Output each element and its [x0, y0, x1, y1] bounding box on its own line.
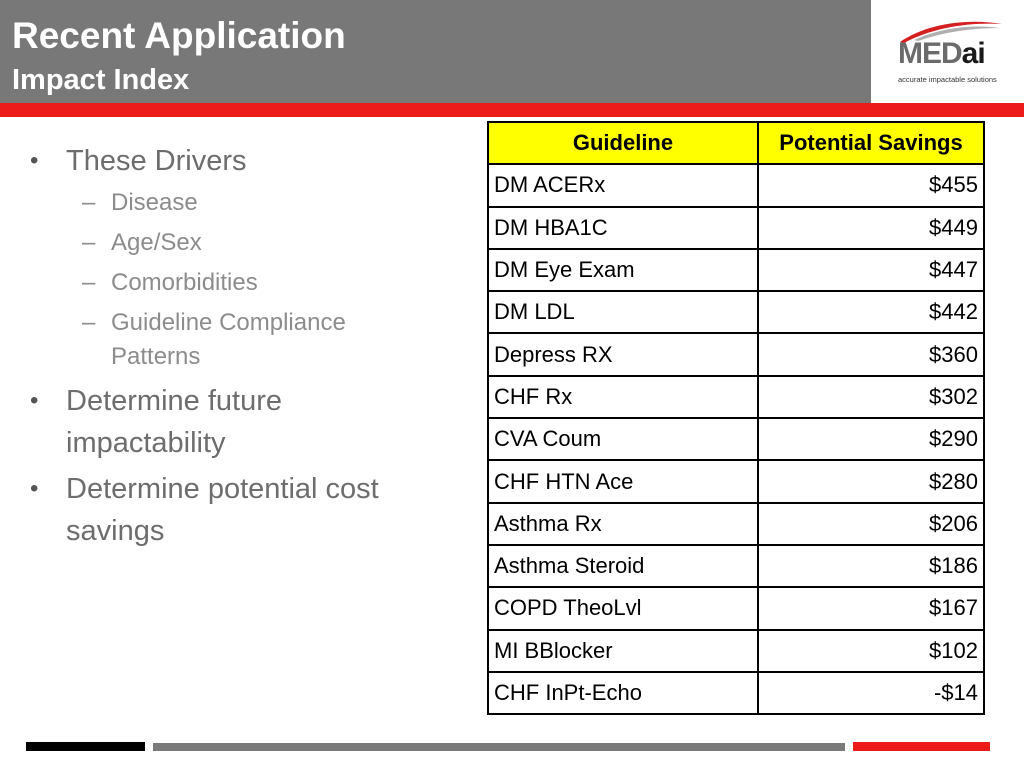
- table-row: [488, 503, 984, 545]
- sub-bullet-item: [0, 266, 470, 300]
- table-row: [488, 545, 984, 587]
- sub-bullet-item: [0, 226, 470, 260]
- savings-cell: -$14: [758, 672, 984, 714]
- table-row: [488, 249, 984, 291]
- guideline-cell: COPD TheoLvl: [488, 587, 758, 629]
- slide-title: Recent Application: [12, 15, 346, 56]
- dash-icon: –: [82, 189, 96, 216]
- bullet-dot-icon: •: [30, 475, 39, 502]
- savings-cell: $290: [758, 418, 984, 460]
- table-row: [488, 164, 984, 206]
- savings-cell: $360: [758, 333, 984, 375]
- table-row: [488, 207, 984, 249]
- bullet-list: [0, 140, 470, 556]
- guideline-cell: Asthma Rx: [488, 503, 758, 545]
- guideline-cell: DM HBA1C: [488, 207, 758, 249]
- sub-bullet-text: Disease: [111, 189, 198, 216]
- savings-cell: $449: [758, 207, 984, 249]
- sub-bullet-text: Age/Sex: [111, 229, 202, 256]
- column-header-guideline: Guideline: [488, 122, 758, 164]
- guideline-cell: Asthma Steroid: [488, 545, 758, 587]
- header-bar: [0, 0, 871, 103]
- guideline-cell: DM LDL: [488, 291, 758, 333]
- bullet-text: These Drivers: [66, 145, 247, 177]
- bullet-text: Determine future impactability: [66, 385, 282, 459]
- guideline-cell: CVA Coum: [488, 418, 758, 460]
- footer-gray-bar: [153, 743, 845, 751]
- logo-wordmark: [898, 38, 985, 70]
- table-row: [488, 291, 984, 333]
- savings-cell: $186: [758, 545, 984, 587]
- footer-red-bar: [853, 742, 990, 751]
- logo-brand-suffix: ai: [961, 37, 985, 70]
- savings-cell: $455: [758, 164, 984, 206]
- logo-brand-prefix: MED: [898, 37, 962, 70]
- table-header-row: [488, 122, 984, 164]
- bullet-item: [0, 140, 470, 182]
- savings-table: [487, 121, 985, 715]
- table-row: [488, 672, 984, 714]
- savings-cell: $102: [758, 630, 984, 672]
- header-red-stripe: [0, 103, 1024, 117]
- footer-black-bar: [26, 742, 145, 751]
- bullet-item: [0, 380, 470, 464]
- logo-tagline: accurate impactable solutions: [898, 75, 997, 84]
- bullet-dot-icon: •: [30, 387, 39, 414]
- savings-cell: $447: [758, 249, 984, 291]
- dash-icon: –: [82, 229, 96, 256]
- dash-icon: –: [82, 269, 96, 296]
- sub-bullet-text: Comorbidities: [111, 269, 258, 296]
- sub-bullet-item: [0, 186, 470, 220]
- guideline-cell: CHF Rx: [488, 376, 758, 418]
- guideline-cell: MI BBlocker: [488, 630, 758, 672]
- guideline-cell: Depress RX: [488, 333, 758, 375]
- savings-cell: $302: [758, 376, 984, 418]
- table-row: [488, 587, 984, 629]
- sub-bullet-item: [0, 306, 470, 374]
- table-row: [488, 460, 984, 502]
- table-row: [488, 376, 984, 418]
- sub-bullet-text: Guideline Compliance Patterns: [111, 309, 346, 370]
- table-row: [488, 333, 984, 375]
- table-row: [488, 418, 984, 460]
- savings-cell: $206: [758, 503, 984, 545]
- bullet-text: Determine potential cost savings: [66, 473, 379, 547]
- savings-cell: $167: [758, 587, 984, 629]
- column-header-savings: Potential Savings: [758, 122, 984, 164]
- guideline-cell: CHF HTN Ace: [488, 460, 758, 502]
- table-row: [488, 630, 984, 672]
- medai-logo: [871, 0, 1024, 103]
- bullet-item: [0, 468, 470, 552]
- guideline-cell: DM ACERx: [488, 164, 758, 206]
- slide-subtitle: Impact Index: [12, 64, 190, 96]
- guideline-cell: DM Eye Exam: [488, 249, 758, 291]
- savings-cell: $442: [758, 291, 984, 333]
- dash-icon: –: [82, 309, 96, 336]
- guideline-cell: CHF InPt-Echo: [488, 672, 758, 714]
- bullet-dot-icon: •: [30, 147, 39, 174]
- savings-cell: $280: [758, 460, 984, 502]
